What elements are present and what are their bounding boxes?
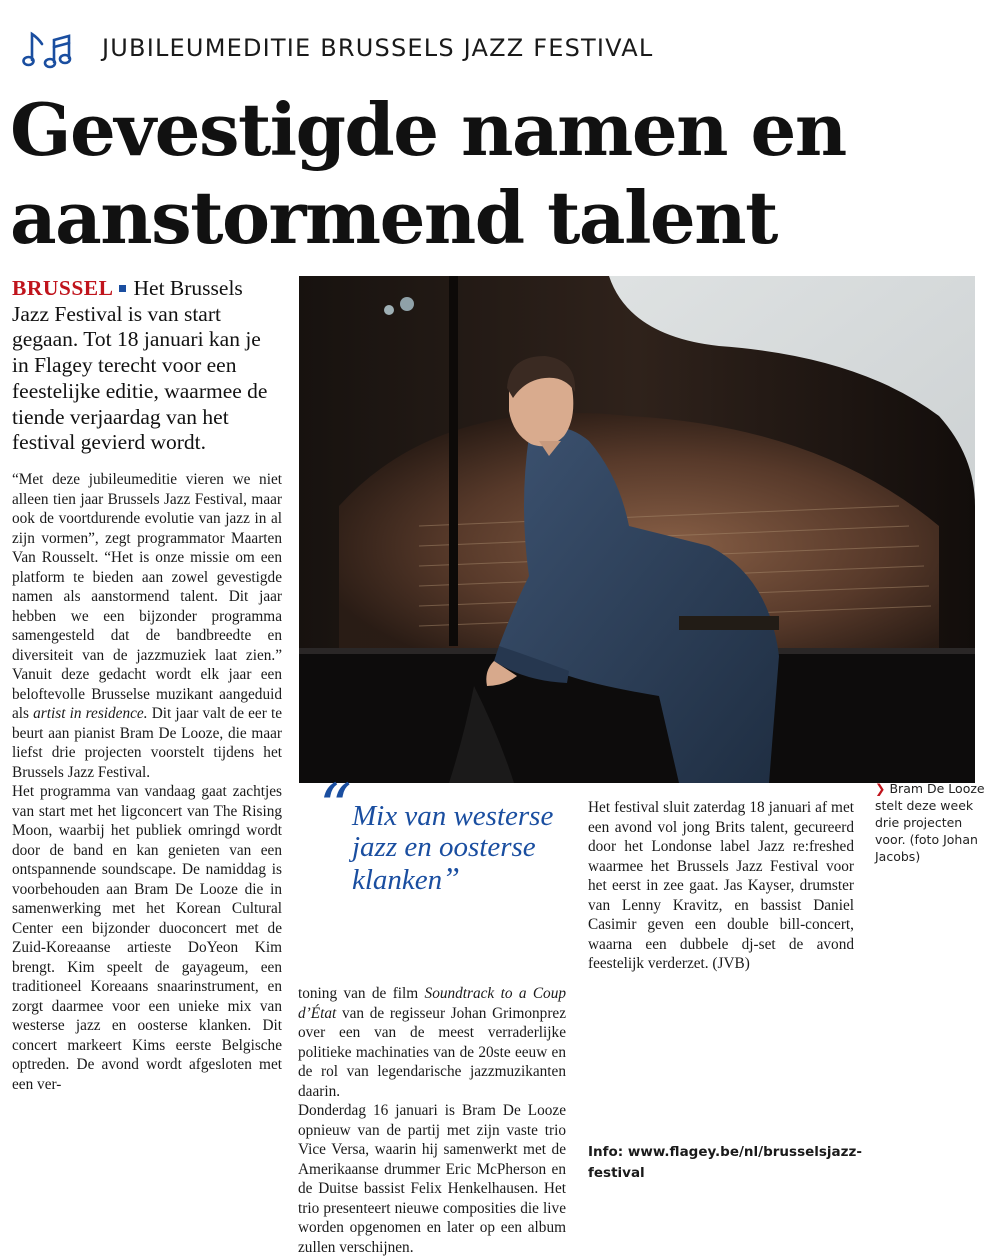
body-paragraph-2: Het programma van vandaag gaat zachtjes van start met het ligconcert van The Rising Moon, waarbij het publiek omringd wordt door de band en kan genieten van een ontspannende soundscape. De namiddag is voorbehouden aan Bram De Looze die in samenwerking met het Korean Cultural Center een bijzonder duoconcert met de Zuid-Koreaanse artieste DoYeon Kim brengt. Kim speelt de gayageum, een traditioneel Koreaans snaarinstrument, en zorgt daarmee voor een unieke mix van westerse jazz en oosterse klanken. Dit concert markeert Kims eerste Belgische optreden. De avond wordt afgesloten met een ver-	[12, 783, 282, 1093]
headline-line-1: Gevestigde namen en	[10, 87, 846, 172]
chevron-right-icon: ❯	[875, 781, 886, 796]
body-paragraph-2-continued	[298, 984, 566, 1101]
pull-quote-text: Mix van westerse jazz en oosterse klanken	[352, 800, 554, 896]
body-paragraph-1	[12, 470, 282, 782]
music-notes-icon	[22, 28, 74, 78]
body-p1-text: “Met deze jubileumeditie vieren we niet alleen tien jaar Brussels Jazz Festival, maar ook de voortdurende evolutie van jazz in al zijn vormen”, zegt programmator Maarten Van Rousselt. “Het is onze missie om een platform te bieden aan zowel gevestigde namen als aanstormend talent. Dit jaar hebben we een bijzonder programma samengesteld dat de bandbreedte en diversiteit van de jazzmuziek laat zien.” Vanuit deze gedacht wordt elk jaar een beloftevolle Brusselse muzikant aangeduid als	[12, 471, 282, 722]
quote-close-icon: ”	[442, 860, 460, 896]
body-p2-cont: toning van de film	[298, 985, 419, 1002]
headline-line-2: aanstormend talent	[10, 175, 777, 260]
headline	[10, 86, 990, 262]
body-paragraph-3: Donderdag 16 januari is Bram De Looze opnieuw van de partij met zijn vaste trio Vice Versa, waarin hij samenwerkt met de Amerikaanse drummer Eric McPherson en de Duitse bassist Felix Henkelhausen. Het trio presenteert nieuwe composities die live worden opgenomen en later op een album zullen verschijnen.	[298, 1102, 566, 1256]
dateline-square-icon	[119, 285, 126, 292]
dateline: BRUSSEL	[12, 276, 114, 300]
pull-quote	[352, 801, 572, 896]
lead-text: Het Brussels Jazz Festival is van start gegaan. Tot 18 januari kan je in Flagey terecht voor een feestelijke editie, waarmee de tiende verjaardag van het festival gevierd wordt.	[12, 276, 268, 455]
article-photo	[299, 276, 975, 783]
section-kicker: JUBILEUMEDITIE BRUSSELS JAZZ FESTIVAL	[102, 34, 654, 62]
photo-caption-text: Bram De Looze stelt deze week drie projecten voor. (foto Johan Jacobs)	[875, 781, 985, 864]
body-p2-end: van de regisseur Johan Grimonprez over een van de meest verraderlijke politieke machinaties van de 20ste eeuw en de rol van legendarische jazzmuzikanten daarin.	[298, 1004, 566, 1100]
lead-paragraph	[12, 276, 282, 456]
film-title: Soundtrack to a Coup d’État	[298, 985, 566, 1022]
photo-caption	[875, 780, 990, 865]
body-paragraph-4: Het festival sluit zaterdag 18 januari af met een avond vol jong Brits talent, gecureerd door het Londonse label Jazz re:freshed waarmee het Brussels Jazz Festival voor het eerst in zee gaat. Jas Kayser, drumster van Lenny Kravitz, en bassist Daniel Casimir geven een double bill-concert, waarna een dubbele dj-set de avond feestelijk verderzet. (JVB)	[588, 799, 854, 972]
body-p1-end: Dit jaar valt de eer te beurt aan pianist Bram De Looze, die maar liefst drie projecten voorstelt tijdens het Brussels Jazz Festival.	[12, 705, 282, 781]
article-column-1	[12, 470, 282, 1094]
body-p1-italic: artist in residence.	[33, 705, 148, 722]
article-column-3	[588, 798, 854, 974]
article-column-2	[298, 984, 566, 1257]
quote-mark-icon: “	[319, 771, 352, 845]
info-link[interactable]: Info: www.flagey.be/nl/brusselsjazz-festival	[588, 1144, 862, 1181]
